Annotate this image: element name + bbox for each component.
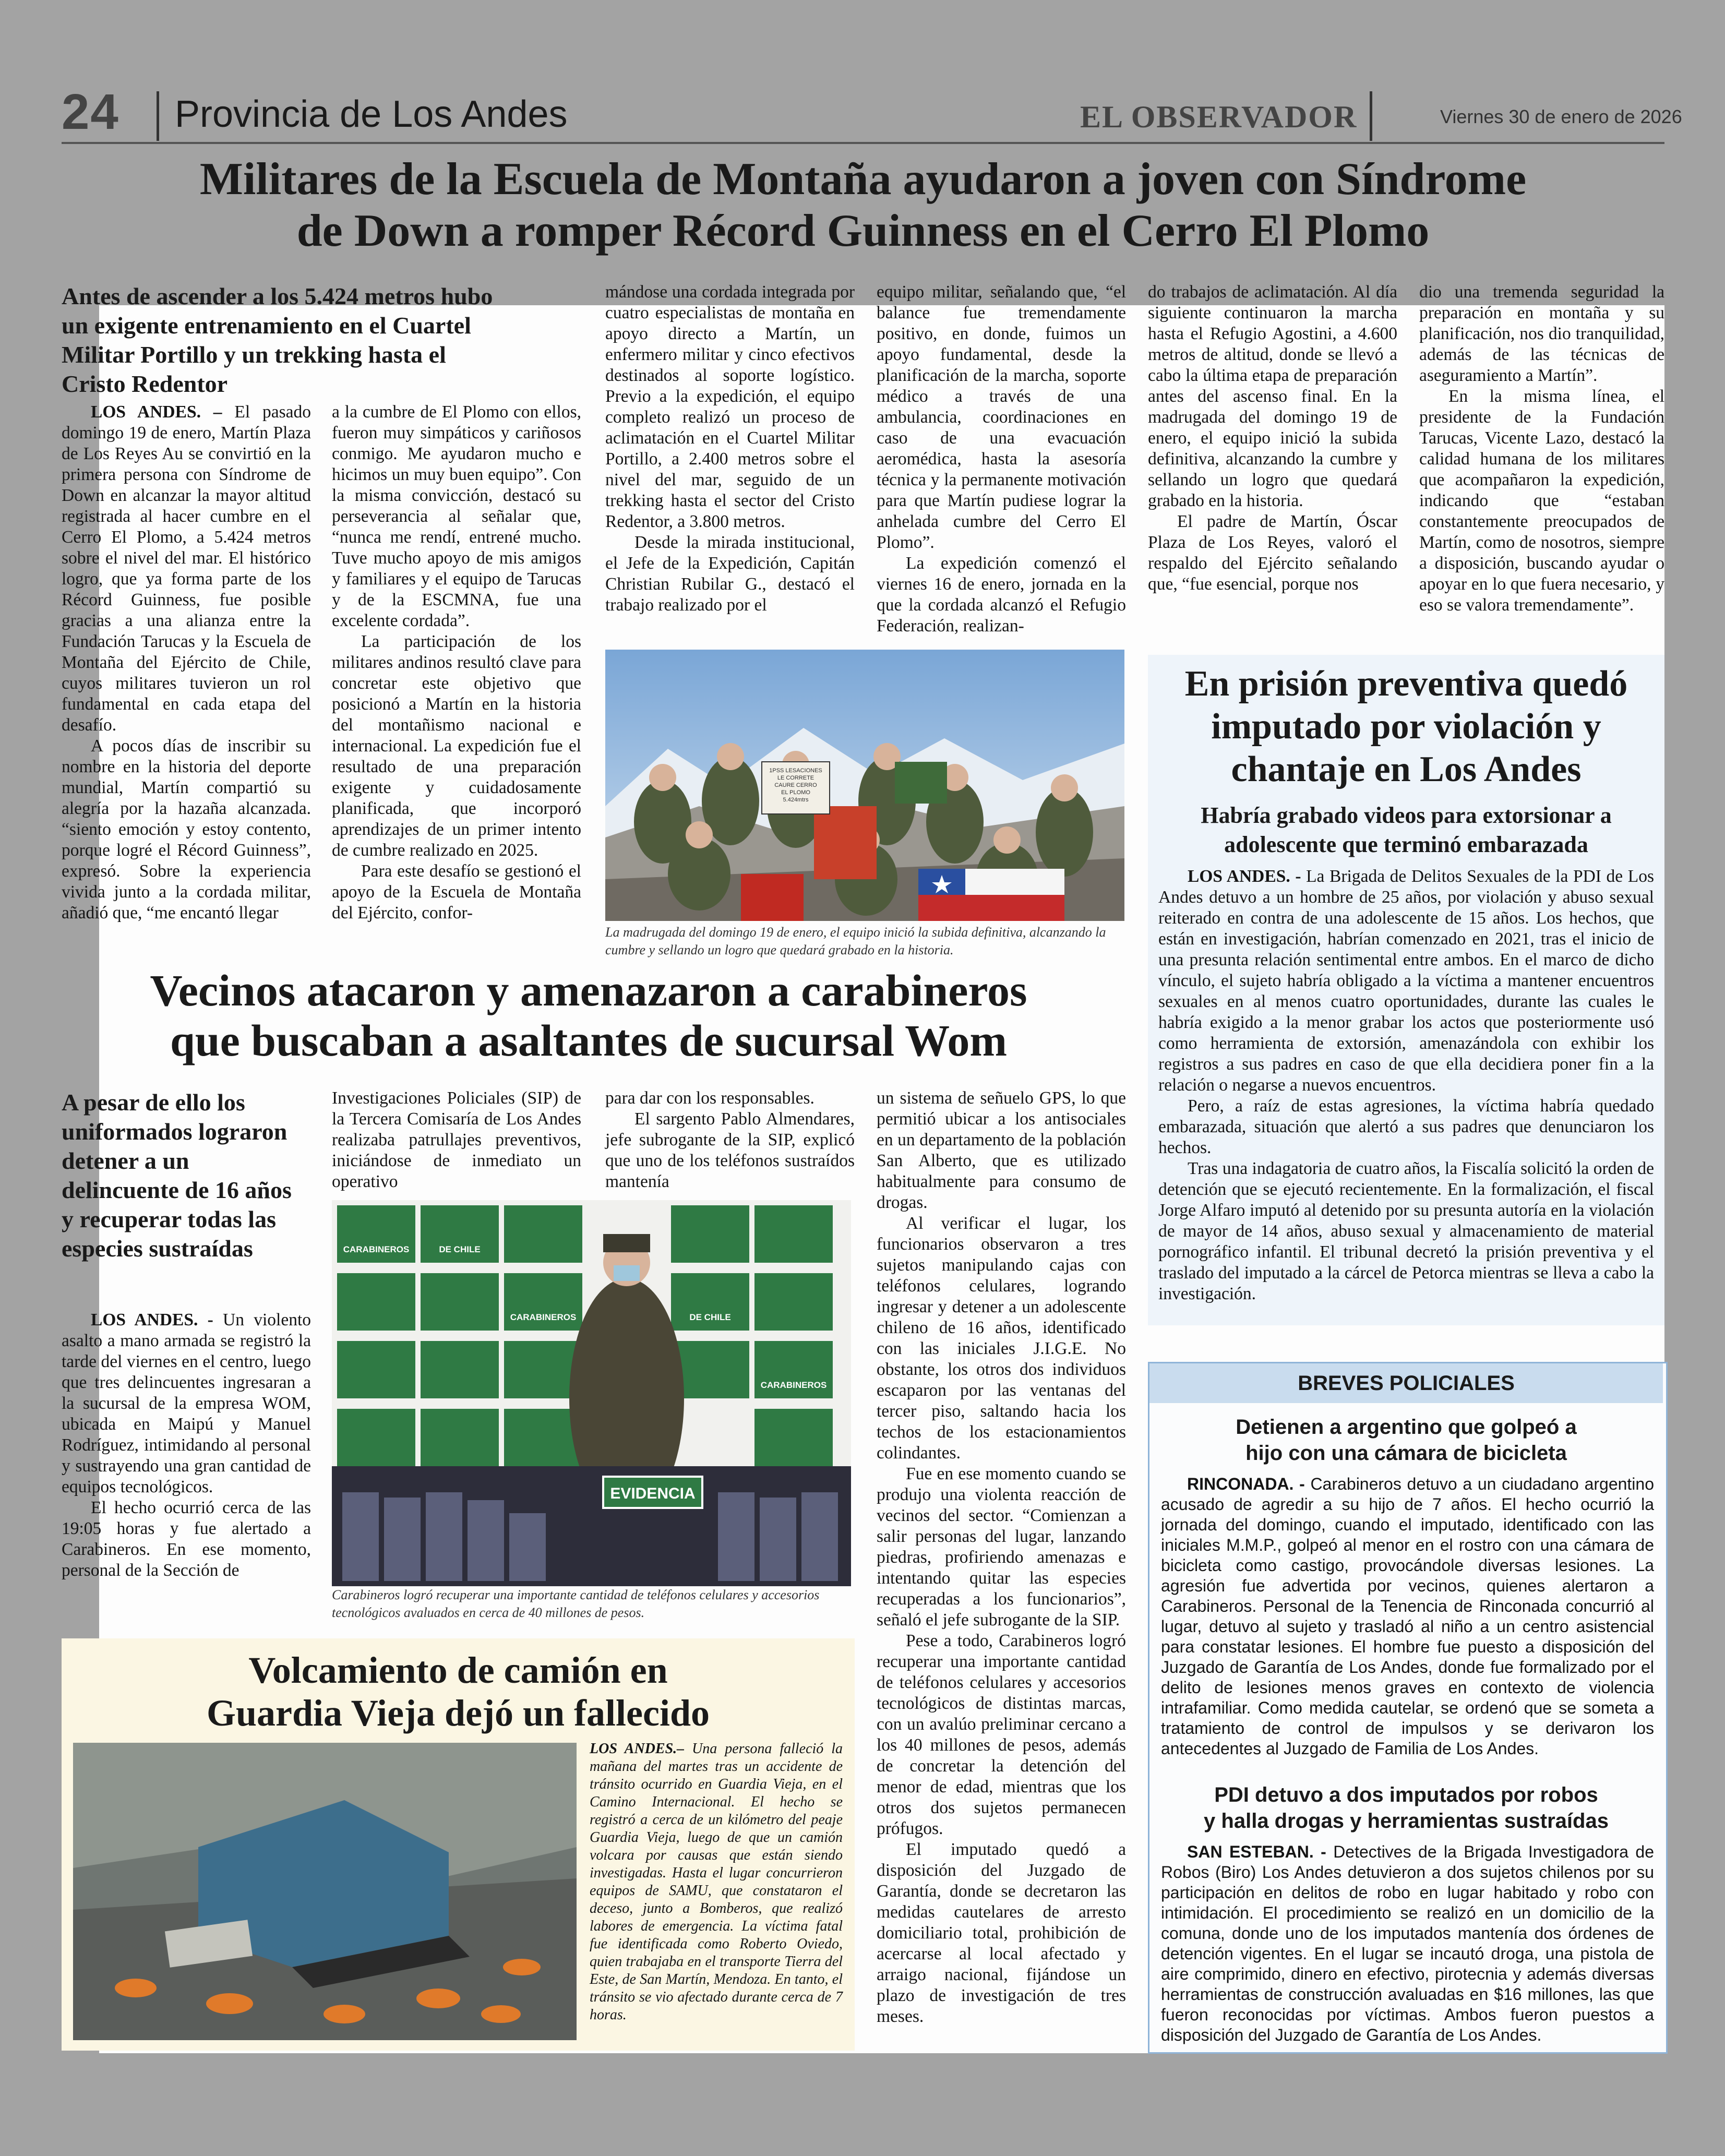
breves-item1-headline — [1158, 1414, 1654, 1466]
article3-headline — [1148, 663, 1664, 791]
article2-col3 — [605, 1088, 855, 1192]
article1-para: do trabajos de aclimatación. Al día siguiente continuaron la marcha hasta el Refugio Agostini, a 4.600 metros de altitud, donde se llevó a cabo la última etapa de preparación antes del ascenso final. En la madrugada del domingo 19 de enero, el equipo inició la subida definitiva, alcanzando la cumbre y sellando un logro que quedará grabado en la historia. — [1148, 282, 1397, 510]
evidence-label: EVIDENCIA — [610, 1485, 696, 1502]
article1-headline-line2: de Down a romper Récord Guinness en el Cerro El Plomo — [296, 205, 1430, 256]
article2-para: Investigaciones Policiales (SIP) de la Tercera Comisaría de Los Andes realizaba patrullajes preventivos, iniciándose de inmediato un operativo — [332, 1088, 581, 1191]
article2-col1 — [62, 1310, 311, 1581]
article2-subhead: A pesar de ello los uniformados lograron detener a un delincuente de 16 años y recuperar todas las especies sustraídas — [62, 1089, 292, 1262]
breves-item1-headline-line1: Detienen a argentino que golpeó a — [1236, 1416, 1577, 1439]
article2-para: Un violento asalto a mano armada se registró la tarde del viernes en el centro, luego que tres delincuentes ingresaran a la sucursal de la empresa WOM, ubicada en Maipú y Manuel Rodríguez, intimidando al personal y sustrayendo una gran cantidad de equipos tecnológicos. — [62, 1310, 311, 1496]
article4-headline — [62, 1649, 855, 1734]
header-rule — [62, 142, 1664, 144]
section-title: Provincia de Los Andes — [175, 93, 568, 135]
article3-body — [1158, 866, 1654, 1304]
backdrop-label: DE CHILE — [439, 1244, 481, 1254]
article1-col2 — [332, 402, 581, 924]
backdrop-label: CARABINEROS — [760, 1380, 827, 1390]
article1-subhead: Antes de ascender a los 5.424 metros hubo un exigente entrenamiento en el Cuartel Militar Portillo y un trekking hasta el Cristo Redentor — [62, 283, 493, 398]
article2-para: para dar con los responsables. — [605, 1088, 814, 1108]
article4-headline-line1: Volcamiento de camión en — [248, 1649, 668, 1691]
article3-para: Pero, a raíz de estas agresiones, la víctima habría quedado embarazada, situación que alertó a sus padres que denunciaron los hechos. — [1158, 1096, 1654, 1157]
breves-item1-body — [1161, 1474, 1654, 1759]
article2-para: Fue en ese momento cuando se produjo una violenta reacción de vecinos del sector. “Comienzan a salir personas del lugar, lanzando piedras, profiriendo amenazas e intentando quitar las especies recuperadas a los funcionarios”, señaló el jefe subrogante de la SIP. — [877, 1464, 1126, 1630]
summit-photo — [605, 650, 1124, 921]
header-divider — [157, 91, 159, 141]
article1-para: Para este desafío se gestionó el apoyo de la Escuela de Montaña del Ejército, confor- — [332, 861, 581, 923]
article2-para: El hecho ocurrió cerca de las 19:05 horas y fue alertado a Carabineros. En ese momento, personal de la Sección de — [62, 1498, 311, 1580]
article1-para: A pocos días de inscribir su nombre en la historia del deporte mundial, Martín compartió su alegría por la hazaña alcanzada. “siento emoción y estoy contento, porque logré el Récord Guinness”, expresó. Sobre la experiencia vivida junto a la cordada militar, añadió que, “me encantó llegar — [62, 736, 311, 923]
article2-para: El sargento Pablo Almendares, jefe subrogante de la SIP, explicó que uno de los teléfonos sustraídos mantenía — [605, 1109, 855, 1191]
breves-item1-dateline: RINCONADA. - — [1187, 1475, 1305, 1493]
breves-item2-headline — [1158, 1782, 1654, 1834]
article1-para: La expedición comenzó el viernes 16 de enero, jornada en la que la cordada alcanzó el Refugio Federación, realizan- — [877, 554, 1126, 636]
article4-body — [590, 1740, 843, 2024]
article1-para: a la cumbre de El Plomo con ellos, fueron muy simpáticos y cariñosos conmigo. Me ayudaron mucho e hicimos un muy buen equipo”. Con la misma convicción, destacó su perseverancia al señalar que, “nunca me rendí, entrené mucho. Tuve mucho apoyo de mis amigos y familiares y el equipo de Tarucas y de la ESCMNA, fue una excelente cordada”. — [332, 402, 581, 630]
article2-headline — [62, 965, 1116, 1066]
article2-para: un sistema de señuelo GPS, lo que permitió ubicar a los antisociales en un departamento de la población San Alberto, que es utilizado habitualmente para consumo de drogas. — [877, 1088, 1126, 1212]
breves-item2-text: Detectives de la Brigada Investigadora de Robos (Biro) Los Andes detuvieron a dos sujetos chilenos por su participación en delitos de robo en lugar habitado y robo con intimidación. El procedimiento se realizó en un domicilio de la comuna, donde uno de los imputados mantenía dos órdenes de detención vigentes. En el lugar se incautó droga, una pistola de aire comprimido, dinero en efectivo, pirotecnia y además diversas herramientas de construcción avaluadas en $16 millones, las que fueron reconocidas por víctimas. Ambos fueron puestos a disposición del Juzgado de Garantía de Los Andes. — [1161, 1842, 1655, 2044]
article2-para: El imputado quedó a disposición del Juzgado de Garantía, donde se decretaron las medidas cautelares de arresto domiciliario total, prohibición de acercarse al local afectado y arraigo nacional, fijándose un plazo de investigación de tres meses. — [877, 1840, 1126, 2026]
article3-para: Tras una indagatoria de cuatro años, la Fiscalía solicitó la orden de detención que se ejecutó recientemente. En la formalización, el fiscal Jorge Alfaro imputó al detenido por su presunta autoría en la violación de mayor de 14 años, abuso sexual y almacenamiento de material pornográfico infantil. El tribunal decretó la prisión preventiva y el traslado del imputado a la cárcel de Petorca mientras se lleva a cabo la investigación. — [1158, 1159, 1654, 1303]
breves-title: BREVES POLICIALES — [1149, 1363, 1663, 1403]
article2-col2 — [332, 1088, 581, 1192]
page-number: 24 — [62, 84, 119, 140]
article2-dateline: LOS ANDES. - — [91, 1310, 213, 1329]
evidence-photo — [332, 1200, 851, 1586]
backdrop-label: CARABINEROS — [510, 1312, 577, 1322]
breves-item1-text: Carabineros detuvo a un ciudadano argentino acusado de agredir a su hijo de 7 años. El hecho ocurrió la jornada del domingo, cuando el imputado, identificado con las iniciales M.M.P., golpeó al menor en el rostro con una cámara de bicicleta como castigo, provocándole diversas lesiones. La agresión fue advertida por vecinos, quienes alertaron a Carabineros. Personal de la Tenencia de Rinconada concurrió al lugar, detuvo al sujeto y trasladó al niño a un centro asistencial para constatar lesiones. El hombre fue puesto a disposición del Juzgado de Garantía de Los Andes, donde fue formalizado por el delito de lesiones menos graves en contexto de violencia intrafamiliar. Como medida cautelar, se ordenó que se someta a tratamiento de control de impulsos y se derivaron los antecedentes al Juzgado de Familia de Los Andes. — [1161, 1475, 1655, 1758]
truck-photo — [73, 1743, 577, 2040]
article2-headline-line2: que buscaban a asaltantes de sucursal Wom — [170, 1015, 1008, 1066]
article1-col5 — [1148, 282, 1397, 595]
article1-para: La participación de los militares andinos resultó clave para concretar este objetivo que posicionó a Martín en la historia del montañismo nacional e internacional. La expedición fue el resultado de una preparación exigente y cuidadosamente planificada, que incorporó aprendizajes de un primer intento de cumbre realizado en 2025. — [332, 632, 581, 860]
article3-headline-line3: chantaje en Los Andes — [1231, 749, 1582, 789]
article1-para: El pasado domingo 19 de enero, Martín Plaza de Los Reyes Au se convirtió en la primera persona con Síndrome de Down en alcanzar la mayor altitud registrada al hacer cumbre en el Cerro El Plomo, a 5.424 metros sobre el nivel del mar. El histórico logro, que ya forma parte de los Récord Guinness, fue posible gracias a una alianza entre la Fundación Tarucas y la Escuela de Montaña del Ejército de Chile, cuyos militares tuvieron un rol fundamental en cada etapa del desafío. — [62, 402, 312, 735]
breves-item1-headline-line2: hijo con una cámara de bicicleta — [1245, 1442, 1567, 1465]
article1-col4 — [877, 282, 1126, 637]
breves-item2-dateline: SAN ESTEBAN. - — [1187, 1842, 1326, 1861]
article1-para: Desde la mirada institucional, el Jefe de la Expedición, Capitán Christian Rubilar G., destacó el trabajo realizado por el — [605, 533, 855, 615]
article1-headline-line1: Militares de la Escuela de Montaña ayudaron a joven con Síndrome — [199, 154, 1527, 205]
article1-dateline: LOS ANDES. – — [91, 402, 222, 422]
issue-date: Viernes 30 de enero de 2026 — [1440, 106, 1682, 127]
article3-headline-line2: imputado por violación y — [1211, 706, 1601, 747]
breves-item2-headline-line2: y halla drogas y herramientas sustraídas — [1204, 1810, 1609, 1832]
article3-headline-line1: En prisión preventiva quedó — [1184, 664, 1628, 704]
article1-col1 — [62, 402, 311, 924]
article4-dateline: LOS ANDES.– — [590, 1741, 685, 1757]
article3-para: La Brigada de Delitos Sexuales de la PDI de Los Andes detuvo a un hombre de 25 años, por violación y abuso sexual reiterado en contra de una adolescente de 15 años. Los hechos, que están en investigación, habrían comenzado en 2021, tras el inicio de una presunta relación sentimental entre ambos. En el marco de dicho vínculo, el sujeto habría obligado a la víctima a mantener encuentros sexuales en al menos cuatro oportunidades, durante las cuales le habría exigido a la menor grabar los actos que posteriormente usó como herramienta de extorsión, amenazándola con exhibir los registros a sus padres en caso de que ella decidiera poner fin a la relación o negarse a nuevos encuentros. — [1158, 867, 1654, 1095]
article1-para: mándose una cordada integrada por cuatro especialistas de montaña en apoyo directo a Martín, un enfermero militar y cinco efectivos destinados al soporte logístico. Previo a la expedición, el equipo completo realizó un proceso de aclimatación en el Cuartel Militar Portillo, a 2.400 metros sobre el nivel del mar, seguido de un trekking hasta el sector del Cristo Redentor, a 3.800 metros. — [605, 282, 855, 531]
article3-subhead: Habría grabado videos para extorsionar a adolescente que terminó embarazada — [1201, 802, 1612, 857]
newspaper-name: EL OBSERVADOR — [1080, 100, 1358, 134]
summit-sign-text: 1PSS LESACIONES LE CORRETE CAURE CERRO EL PLOMO 5.424mtrs — [769, 768, 822, 803]
article2-para: Pese a todo, Carabineros logró recuperar una importante cantidad de teléfonos celulares y accesorios tecnológicos de distintas marcas, con un avalúo preliminar cercano a los 40 millones de pesos, además de concretar la detención del menor de edad, mientras que los otros dos sujetos permanecen prófugos. — [877, 1631, 1126, 1838]
article2-para: Al verificar el lugar, los funcionarios observaron a tres sujetos manipulando cajas con teléfonos celulares, logrando ingresar y detener a un adolescente chileno de 16 años, identificado con las iniciales J.I.G.E. No obstante, los otros dos individuos escaparon por las ventanas del tercer piso, saltando hacia los techos de los estacionamientos colindantes. — [877, 1214, 1126, 1463]
article1-para: dio una tremenda seguridad la preparación en montaña y su planificación, nos dio tranquilidad, además de las técnicas de aseguramiento a Martín”. — [1419, 282, 1664, 385]
evidence-caption: Carabineros logró recuperar una importante cantidad de teléfonos celulares y accesorios tecnológicos avaluados en cerca de 40 millones de pesos. — [332, 1587, 820, 1620]
article1-col3 — [605, 282, 855, 616]
article1-para: equipo militar, señalando que, “el balance fue tremendamente positivo, en donde, fuimos un apoyo fundamental, desde la planificación de la marcha, soporte médico a través de una ambulancia, coordinaciones en caso de una evacuación aeromédica, hasta la asesoría técnica y la permanente motivación para que Martín pudiese lograr la anhelada cumbre del Cerro El Plomo”. — [877, 282, 1126, 552]
article1-para: En la misma línea, el presidente de la Fundación Tarucas, Vicente Lazo, destacó la calidad humana de los militares que acompañaron la expedición, indicando que “estaban constantemente preocupados de Martín, como de nosotros, siempre a disposición, buscando ayudar o apoyar en lo que fuera necesario, y eso se valora tremendamente”. — [1419, 387, 1664, 615]
article1-col6 — [1419, 282, 1664, 616]
summit-caption: La madrugada del domingo 19 de enero, el equipo inició la subida definitiva, alcanzando la cumbre y sellando un logro que quedará grabado en la historia. — [605, 925, 1106, 957]
article4-headline-line2: Guardia Vieja dejó un fallecido — [206, 1692, 710, 1734]
article3-dateline: LOS ANDES. - — [1188, 867, 1301, 886]
article2-headline-line1: Vecinos atacaron y amenazaron a carabineros — [150, 965, 1027, 1015]
breves-item2-headline-line1: PDI detuvo a dos imputados por robos — [1214, 1783, 1598, 1806]
header-divider-2 — [1370, 91, 1372, 141]
backdrop-label: DE CHILE — [689, 1312, 731, 1322]
article1-para: El padre de Martín, Óscar Plaza de Los Reyes, valoró el respaldo del Ejército señalando que, “fue esencial, porque nos — [1148, 512, 1397, 594]
article1-headline — [62, 154, 1664, 257]
breves-item2-body — [1161, 1842, 1654, 2045]
backdrop-label: CARABINEROS — [343, 1244, 410, 1254]
article2-col4 — [877, 1088, 1126, 2027]
article4-para: Una persona falleció la mañana del martes tras un accidente de tránsito ocurrido en Guardia Vieja, en el Camino Internacional. El hecho se registró a cerca de un kilómetro del peaje Guardia Vieja, luego de que un camión volcara por causas que están siendo investigadas. Hasta el lugar concurrieron equipos de SAMU, que constataron el deceso, junto a Bomberos, que realizó labores de emergencia. La víctima fatal fue identificada como Roberto Oviedo, quien trabajaba en el transporte Tierra del Este, de San Martín, Mendoza. En tanto, el tránsito se vio afectado durante cerca de 7 horas. — [590, 1741, 843, 2023]
